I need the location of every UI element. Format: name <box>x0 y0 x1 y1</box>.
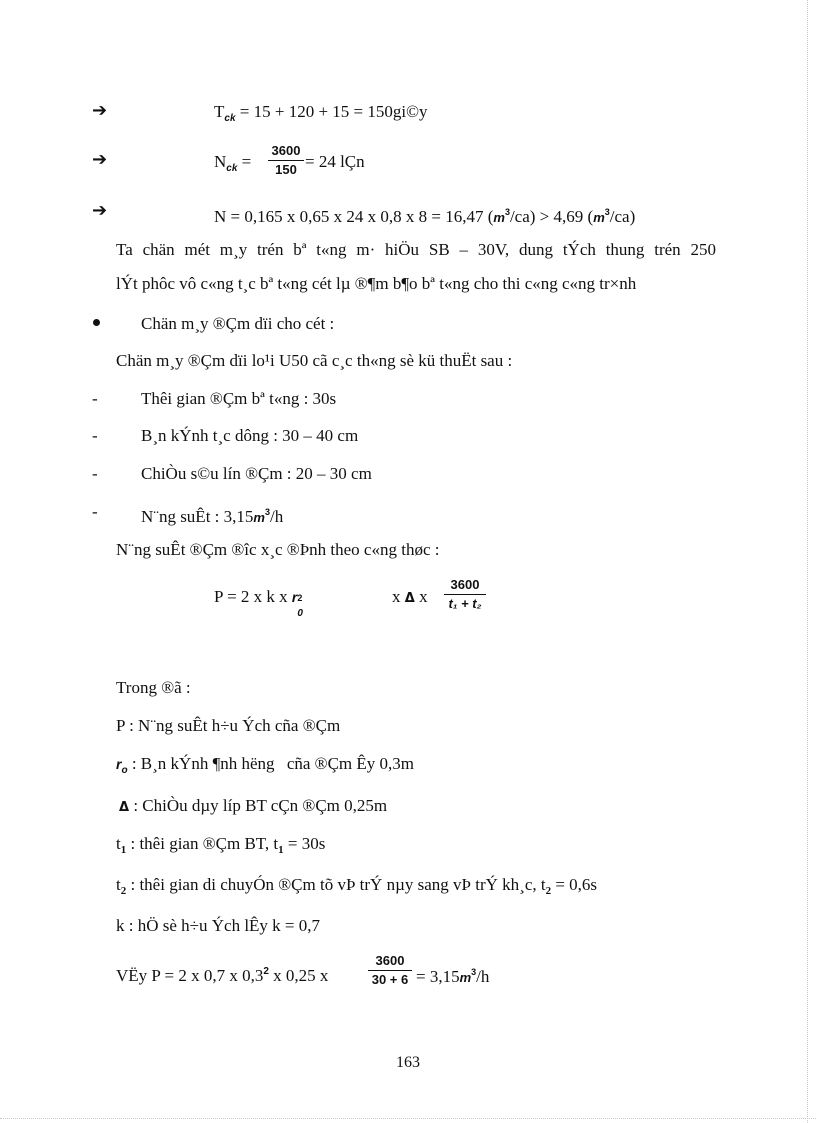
definition-t2: $t_2$ : thêi gian di chuyÓn ®Çm tõ vÞ trÝ nµy sang vÞ trÝ kh¸c, $t_2 = 0,6s$ <box>116 875 598 897</box>
page-right-border <box>807 0 808 1123</box>
nck-fraction: 3600 150 <box>268 143 304 178</box>
spec-item: N¨ng suÊt : $3,15m^3/h$ <box>141 507 284 526</box>
nck-equation-lhs: $N_{ck}$ = <box>214 152 252 174</box>
spec-item: ChiÒu s©u lín ®Çm : 20 – 30 cm <box>141 464 372 483</box>
dash-marker: - <box>92 464 98 483</box>
section-heading: Chän m¸y ®Çm dïi cho cét : <box>141 314 335 333</box>
definition-t1: $t_1$ : thêi gian ®Çm BT, $t_1 = 30s$ <box>116 834 326 856</box>
definition-delta: Δ : ChiÒu dµy líp BT cÇn ®Çm 0,25m <box>119 796 388 815</box>
definition-k: k : hÖ sè h÷u Ých lÊy k = 0,7 <box>116 916 321 935</box>
nck-equation-rhs: = 24 lÇn <box>305 152 365 171</box>
where-heading: Trong ®ã : <box>116 678 191 697</box>
formula-lhs: P = 2 x k x r 2 0 <box>214 587 303 619</box>
formula-intro: N¨ng suÊt ®Çm ®îc x¸c ®Þnh theo c«ng thøc : <box>116 540 440 559</box>
n-equation: N = 0,165 x 0,65 x 24 x 0,8 x 8 = 16,47 $(m^3/ca) > 4,69$ $(m^3/ca)$ <box>214 207 636 226</box>
paragraph-line: lÝt phôc vô c«ng t¸c bª t«ng cét lµ ®¶m b¶o bª t«ng cho thi c«ng c«ng tr×nh <box>116 274 637 293</box>
bullet-dot-icon <box>93 319 100 326</box>
formula-mid: x Δ x <box>392 587 428 606</box>
spec-item: B¸n kÝnh t¸c dông : 30 – 40 cm <box>141 426 359 445</box>
definition-p: P : N¨ng suÊt h÷u Ých cña ®Çm <box>116 716 341 735</box>
result-rhs: = $3,15m^3/h$ <box>416 967 490 986</box>
formula-fraction: 3600 t₁ + t₂ <box>444 577 486 612</box>
paragraph-line: Ta chän mét m¸y trén bª t«ng m· hiÖu SB – 30V, dung tÝch thung trén 250 <box>116 240 716 259</box>
dash-marker: - <box>92 389 98 408</box>
page-number: 163 <box>396 1054 420 1071</box>
dash-marker: - <box>92 502 98 521</box>
arrow-bullet-icon: ➔ <box>92 100 108 121</box>
result-fraction: 3600 30 + 6 <box>368 953 412 988</box>
tck-equation: $T_{ck} = 15 + 120 + 15$ = 150gi©y <box>214 102 428 124</box>
dash-marker: - <box>92 426 98 445</box>
result-lhs: VËy P = 2 x 0,7 x $0,3^2$ x 0,25 x <box>116 966 329 985</box>
spec-item: Thêi gian ®Çm bª t«ng : 30s <box>141 389 337 408</box>
definition-r0: $r_o$ : B¸n kÝnh ¶nh hëng cña ®Çm Êy 0,3m <box>116 754 414 776</box>
arrow-bullet-icon: ➔ <box>92 200 108 221</box>
page-bottom-border <box>0 1118 816 1119</box>
intro-line: Chän m¸y ®Çm dïi lo¹i U50 cã c¸c th«ng sè kü thuËt sau : <box>116 351 513 370</box>
arrow-bullet-icon: ➔ <box>92 149 108 170</box>
